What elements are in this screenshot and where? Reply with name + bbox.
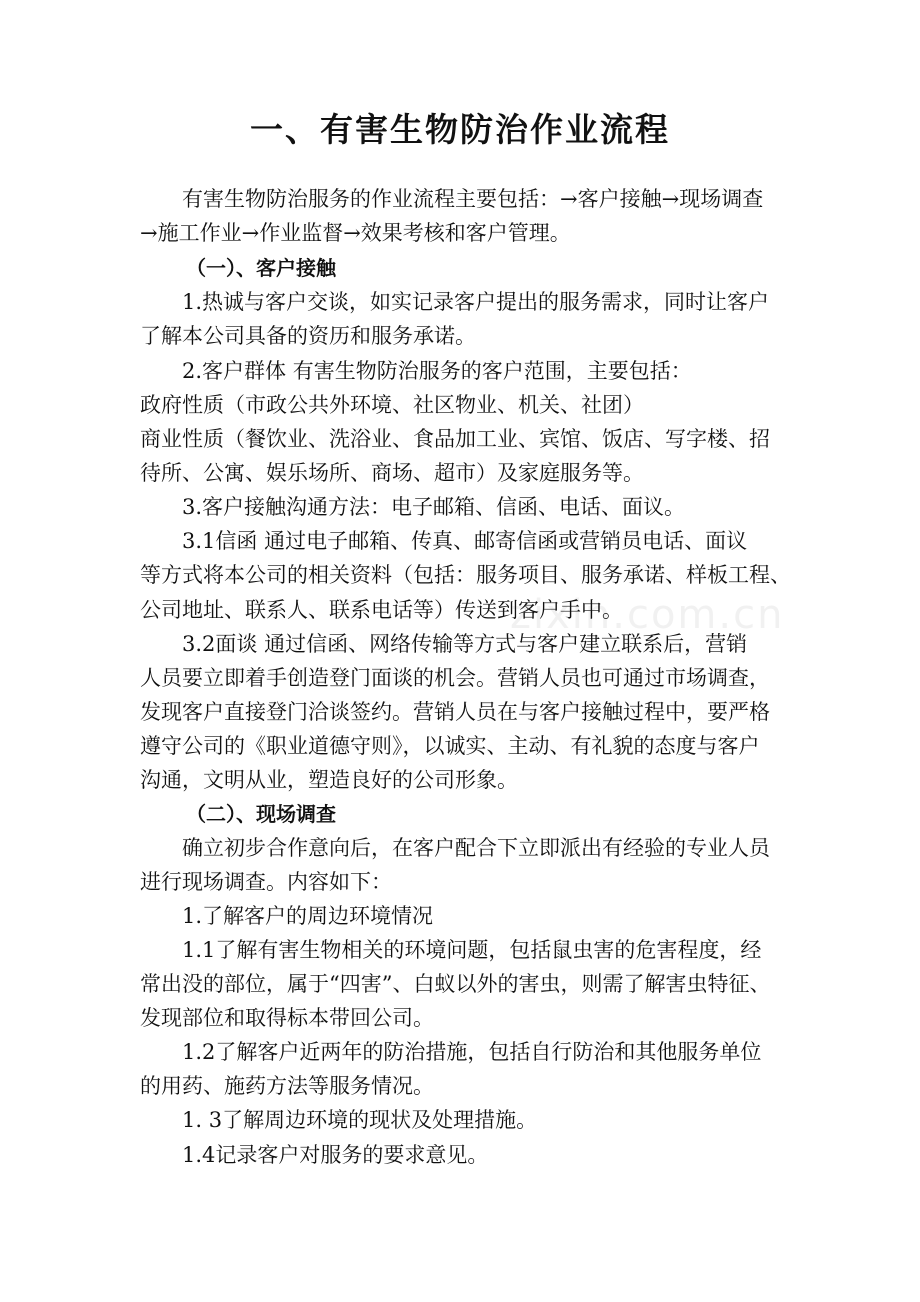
paragraph-line: 3.客户接触沟通方法：电子邮箱、信函、电话、面议。: [182, 495, 686, 519]
paragraph-line: 的用药、施药方法等服务情况。: [140, 1074, 434, 1098]
paragraph-line: 发现客户直接登门洽谈签约。营销人员在与客户接触过程中，要严格: [140, 700, 770, 724]
paragraph-line: 等方式将本公司的相关资料（包括：服务项目、服务承诺、样板工程、: [140, 563, 791, 587]
paragraph-line: 1.1了解有害生物相关的环境问题，包括鼠虫害的危害程度，经: [182, 938, 762, 962]
paragraph-line: 进行现场调查。内容如下：: [140, 870, 392, 894]
paragraph-line: 遵守公司的《职业道德守则》，以诚实、主动、有礼貌的态度与客户: [140, 734, 760, 758]
paragraph-line: 1.4记录客户对服务的要求意见。: [182, 1143, 489, 1167]
paragraph-line: 1.2了解客户近两年的防治措施，包括自行防治和其他服务单位: [182, 1040, 762, 1064]
paragraph-line: 商业性质（餐饮业、洗浴业、食品加工业、宾馆、饭店、写字楼、招: [140, 427, 770, 451]
section-heading: （一）、客户接触: [186, 256, 336, 280]
paragraph-line: 3.2面谈 通过信函、网络传输等方式与客户建立联系后，营销: [182, 632, 748, 656]
watermark: zixin.com.cn: [510, 592, 785, 638]
paragraph-line: 常出没的部位，属于“四害”、白蚁以外的害虫，则需了解害虫特征、: [140, 972, 771, 996]
paragraph-line: 待所、公寓、娱乐场所、商场、超市）及家庭服务等。: [140, 461, 644, 485]
paragraph-line: 人员要立即着手创造登门面谈的机会。营销人员也可通过市场调查，: [140, 666, 770, 690]
paragraph-line: 1.热诚与客户交谈，如实记录客户提出的服务需求，同时让客户: [182, 290, 770, 314]
paragraph-line: 公司地址、联系人、联系电话等）传送到客户手中。: [140, 598, 623, 622]
paragraph-line: 1.了解客户的周边环境情况: [182, 904, 434, 928]
paragraph-line: 2.客户群体 有害生物防治服务的客户范围，主要包括：: [182, 359, 692, 383]
paragraph-line: 沟通，文明从业，塑造良好的公司形象。: [140, 768, 518, 792]
paragraph-line: →施工作业→作业监督→效果考核和客户管理。: [140, 221, 571, 245]
section-heading: （二）、现场调查: [186, 802, 336, 826]
paragraph-line: 了解本公司具备的资历和服务承诺。: [140, 324, 476, 348]
document-title: 一、有害生物防治作业流程: [250, 110, 670, 149]
paragraph-line: 确立初步合作意向后，在客户配合下立即派出有经验的专业人员: [182, 836, 770, 860]
paragraph-line: 有害生物防治服务的作业流程主要包括：→客户接触→现场调查: [182, 187, 764, 211]
paragraph-line: 政府性质（市政公共外环境、社区物业、机关、社团）: [140, 393, 644, 417]
paragraph-line: 发现部位和取得标本带回公司。: [140, 1006, 434, 1030]
paragraph-line: 3.1信函 通过电子邮箱、传真、邮寄信函或营销员电话、面议: [182, 529, 748, 553]
paragraph-line: 1. 3了解周边环境的现状及处理措施。: [182, 1108, 538, 1132]
